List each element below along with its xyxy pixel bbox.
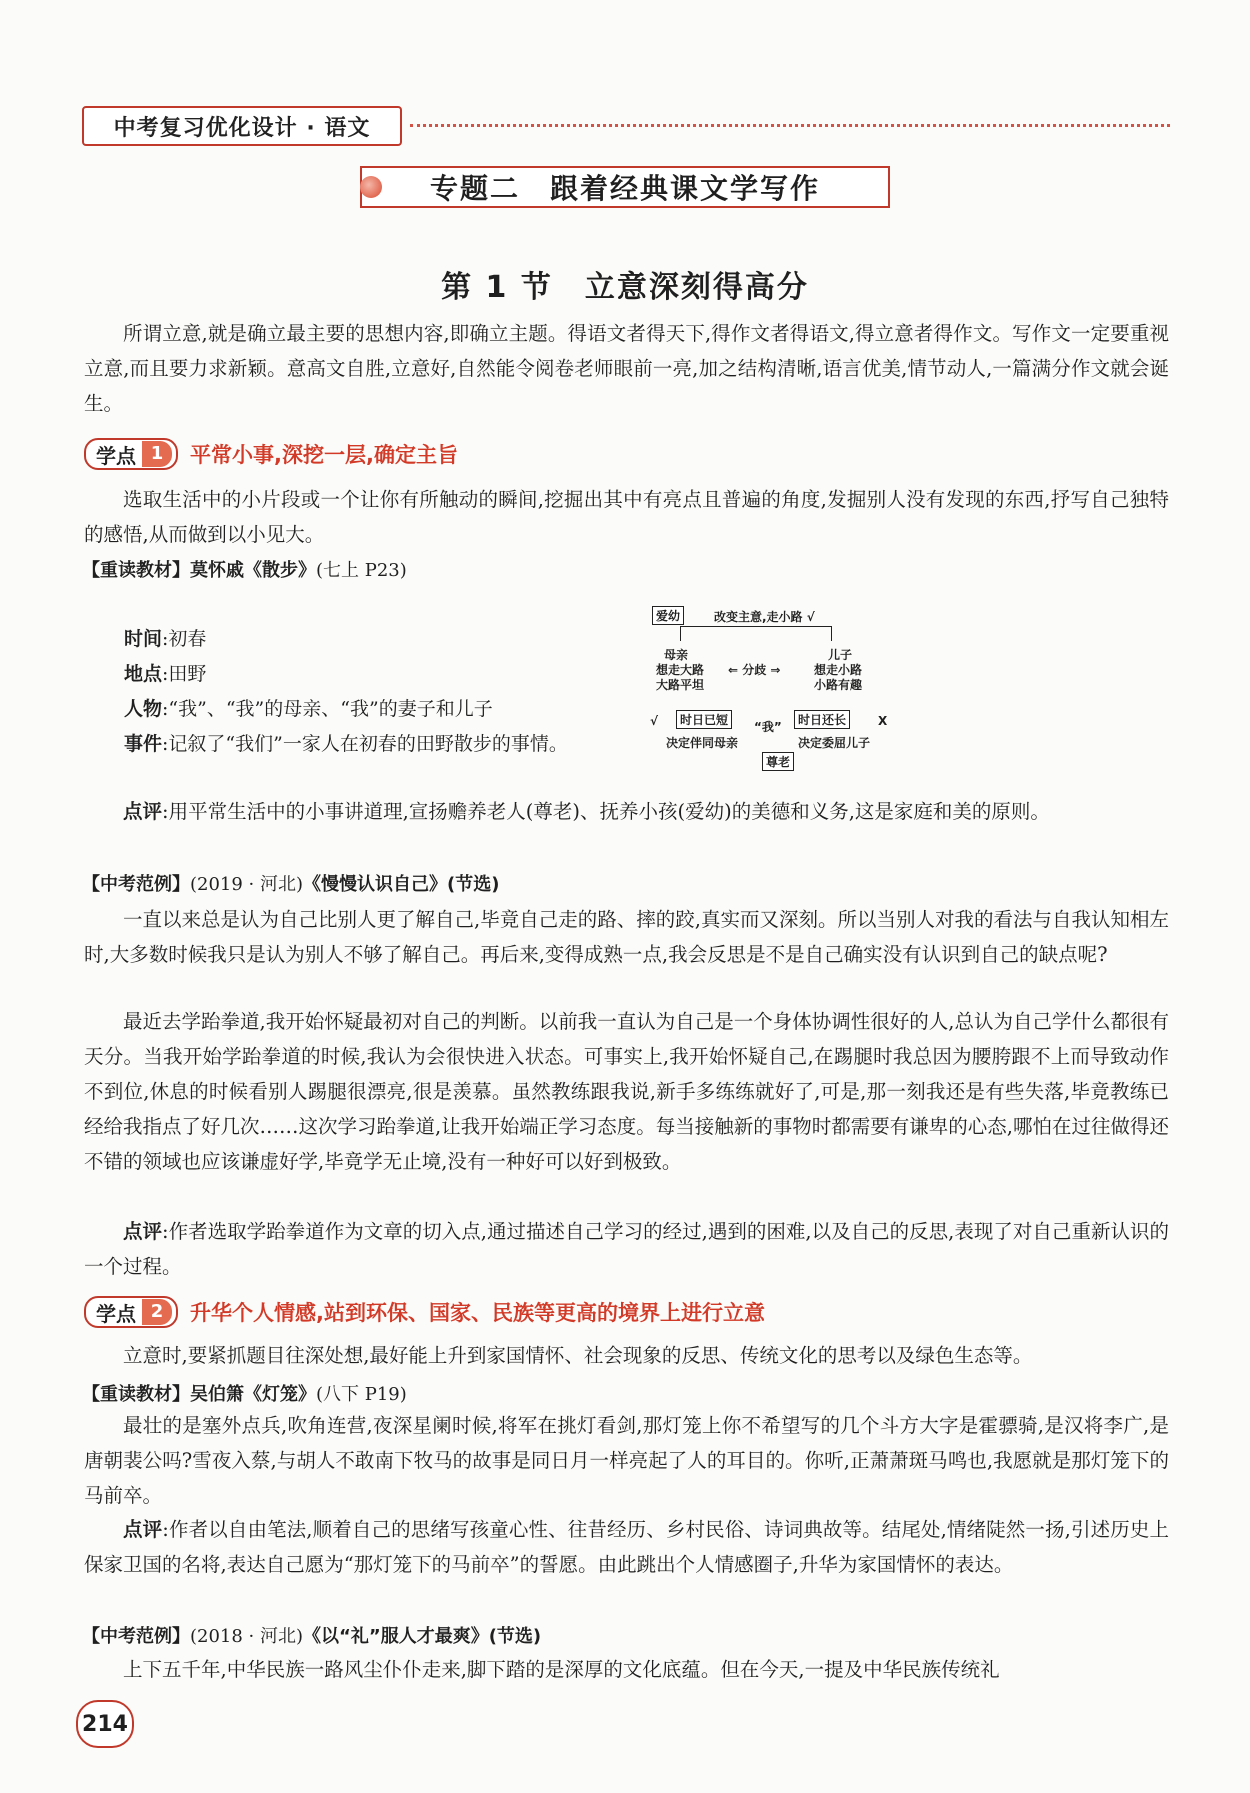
section-title: 第 1 节 立意深刻得高分 bbox=[441, 270, 809, 305]
example-1-comment bbox=[84, 1214, 1169, 1284]
example-source: (2018 · 河北) bbox=[190, 1626, 304, 1647]
diagram-mother-want: 想走大路 bbox=[656, 663, 705, 677]
badge-label: 学点 bbox=[96, 443, 136, 468]
comment-label: 点评 bbox=[123, 1220, 163, 1243]
lantern-quote: 最壮的是塞外点兵,吹角连营,夜深星阑时候,将军在挑灯看剑,那灯笼上你不希望写的几个斗方大字是霍骠骑,是汉将李广,是唐朝裴公吗?雪夜入蔡,与胡人不敢南下牧马的故事是同日月一样亮起了人的耳目的。你听,正萧萧斑马鸣也,我愿就是那灯笼下的马前卒。 bbox=[84, 1414, 1169, 1507]
intro-paragraph: 所谓立意,就是确立最主要的思想内容,即确立主题。得语文者得天下,得作文者得语文,得立意者得作文。写作文一定要重视立意,而且要力求新颖。意高文自胜,立意好,自然能令阅卷老师眼前一亮,加之结构清晰,语言优美,情节动人,一篇满分作文就会诞生。 bbox=[84, 322, 1169, 415]
exam-example-1 bbox=[82, 870, 499, 896]
info-time bbox=[124, 622, 206, 657]
comment-text: :用平常生活中的小事讲道理,宣扬赡养老人(尊老)、抚养小孩(爱幼)的美德和义务,这是家庭和美的原则。 bbox=[162, 800, 1050, 823]
example-2-paragraph-1: 上下五千年,中华民族一路风尘仆仆走来,脚下踏的是深厚的文化底蕴。但在今天,一提及中华民族传统礼 bbox=[123, 1658, 1000, 1681]
point-badge bbox=[84, 1296, 178, 1328]
badge-number: 1 bbox=[142, 441, 172, 467]
header-divider bbox=[410, 124, 1170, 127]
book-title: 中考复习优化设计 · 语文 bbox=[113, 115, 371, 141]
diagram-respect-box: 尊老 bbox=[762, 752, 794, 771]
exam-example-2 bbox=[82, 1622, 541, 1648]
point-1-heading bbox=[84, 438, 458, 470]
topic-title: 专题二 跟着经典课文学写作 bbox=[429, 172, 820, 205]
diagram-son-reason: 小路有趣 bbox=[814, 678, 863, 692]
point-1-comment bbox=[84, 794, 1169, 829]
diagram-mother: 母亲 bbox=[664, 648, 689, 662]
point-2-title: 升华个人情感,站到环保、国家、民族等更高的境界上进行立意 bbox=[190, 1301, 765, 1325]
diagram-connector bbox=[680, 626, 832, 641]
bullet-icon bbox=[360, 176, 382, 198]
point-2-heading bbox=[84, 1296, 765, 1328]
example-1-paragraph-2: 最近去学跆拳道,我开始怀疑最初对自己的判断。以前我一直认为自己是一个身体协调性很好的人,总认为自己学什么都很有天分。当我开始学跆拳道的时候,我认为会很快进入状态。可事实上,我开始怀疑自己,在踢腿时我总因为腰胯跟不上而导致动作不到位,休息的时候看别人踢腿很漂亮,很是羡慕。虽然教练跟我说,新手多练练就好了,可是,那一刻我还是有些失落,毕竟教练已经给我指点了好几次……这次学习跆拳道,让我开始端正学习态度。每当接触新的事物时都需要有谦卑的心态,哪怕在过往做得还不错的领域也应该谦虚好学,毕竟学无止境,没有一种好可以好到极致。 bbox=[84, 1010, 1169, 1173]
point-2-comment bbox=[84, 1512, 1169, 1582]
info-event bbox=[124, 727, 568, 762]
diagram-me: “我” bbox=[754, 720, 782, 734]
example-title: 《慢慢认识自己》(节选) bbox=[303, 874, 500, 895]
point-badge bbox=[84, 438, 178, 470]
diagram-son-want: 想走小路 bbox=[814, 663, 863, 677]
point-2-description: 立意时,要紧抓题目往深处想,最好能上升到家国情怀、社会现象的反思、传统文化的思考以及绿色生态等。 bbox=[123, 1344, 1033, 1367]
textbook-reference-1 bbox=[82, 556, 407, 582]
check-icon: √ bbox=[650, 714, 659, 728]
comment-text: :作者选取学跆拳道作为文章的切入点,通过描述自己学习的经过,遇到的困难,以及自己的反思,表现了对自己重新认识的一个过程。 bbox=[84, 1220, 1169, 1278]
cross-icon: X bbox=[878, 714, 888, 728]
info-value: :记叙了“我们”一家人在初春的田野散步的事情。 bbox=[162, 733, 568, 755]
info-key: 时间 bbox=[124, 628, 163, 650]
ref-label: 【重读教材】吴伯箫《灯笼》 bbox=[82, 1384, 316, 1405]
diagram-mother-reason: 大路平坦 bbox=[656, 678, 705, 692]
badge-number: 2 bbox=[142, 1299, 172, 1325]
comment-label: 点评 bbox=[123, 800, 163, 823]
comment-text: :作者以自由笔法,顺着自己的思绪写孩童心性、往昔经历、乡村民俗、诗词典故等。结尾处,情绪陡然一扬,引述历史上保家卫国的名将,表达自己愿为“那灯笼下的马前卒”的誓愿。由此跳出个人情感圈子,升华为家国情怀的表达。 bbox=[84, 1518, 1169, 1576]
example-1-paragraph-1: 一直以来总是认为自己比别人更了解自己,毕竟自己走的路、摔的跤,真实而又深刻。所以当别人对我的看法与自我认知相左时,大多数时候我只是认为别人不够了解自己。再后来,变得成熟一点,我会反思是不是自己确实没有认识到自己的缺点呢? bbox=[84, 908, 1169, 966]
example-label: 【中考范例】 bbox=[82, 874, 190, 895]
diagram-top-text: 改变主意,走小路 √ bbox=[714, 610, 815, 624]
example-title: 《以“礼”服人才最爽》(节选) bbox=[303, 1626, 542, 1647]
point-1-description: 选取生活中的小片段或一个让你有所触动的瞬间,挖掘出其中有亮点且普遍的角度,发掘别人没有发现的东西,抒写自己独特的感悟,从而做到以小见大。 bbox=[84, 488, 1169, 546]
diagram-decide-2: 决定委屈儿子 bbox=[798, 736, 871, 750]
comment-label: 点评 bbox=[123, 1518, 163, 1541]
info-key: 人物 bbox=[124, 698, 163, 720]
point-1-title: 平常小事,深挖一层,确定主旨 bbox=[190, 443, 458, 467]
page-number: 214 bbox=[76, 1700, 134, 1748]
ref-label: 【重读教材】莫怀戚《散步》 bbox=[82, 560, 316, 581]
diagram-decide-1: 决定伴同母亲 bbox=[666, 736, 739, 750]
diagram-long: 时日还长 bbox=[794, 710, 850, 729]
topic-banner bbox=[360, 166, 890, 208]
textbook-reference-2 bbox=[82, 1380, 407, 1406]
story-diagram bbox=[650, 606, 888, 769]
ref-source: (八下 P19) bbox=[316, 1384, 407, 1405]
book-title-box bbox=[82, 106, 402, 146]
diagram-love-box: 爱幼 bbox=[652, 606, 684, 625]
diagram-split: ⇐ 分歧 ⇒ bbox=[728, 663, 781, 677]
info-people bbox=[124, 692, 493, 727]
example-label: 【中考范例】 bbox=[82, 1626, 190, 1647]
info-key: 地点 bbox=[124, 663, 163, 685]
info-value: :初春 bbox=[162, 628, 207, 650]
example-source: (2019 · 河北) bbox=[190, 874, 304, 895]
info-key: 事件 bbox=[124, 733, 163, 755]
diagram-short: 时日已短 bbox=[676, 710, 732, 729]
ref-source: (七上 P23) bbox=[316, 560, 407, 581]
info-place bbox=[124, 657, 206, 692]
info-value: :“我”、“我”的母亲、“我”的妻子和儿子 bbox=[162, 698, 493, 720]
info-value: :田野 bbox=[162, 663, 207, 685]
badge-label: 学点 bbox=[96, 1301, 136, 1326]
diagram-son: 儿子 bbox=[828, 648, 853, 662]
